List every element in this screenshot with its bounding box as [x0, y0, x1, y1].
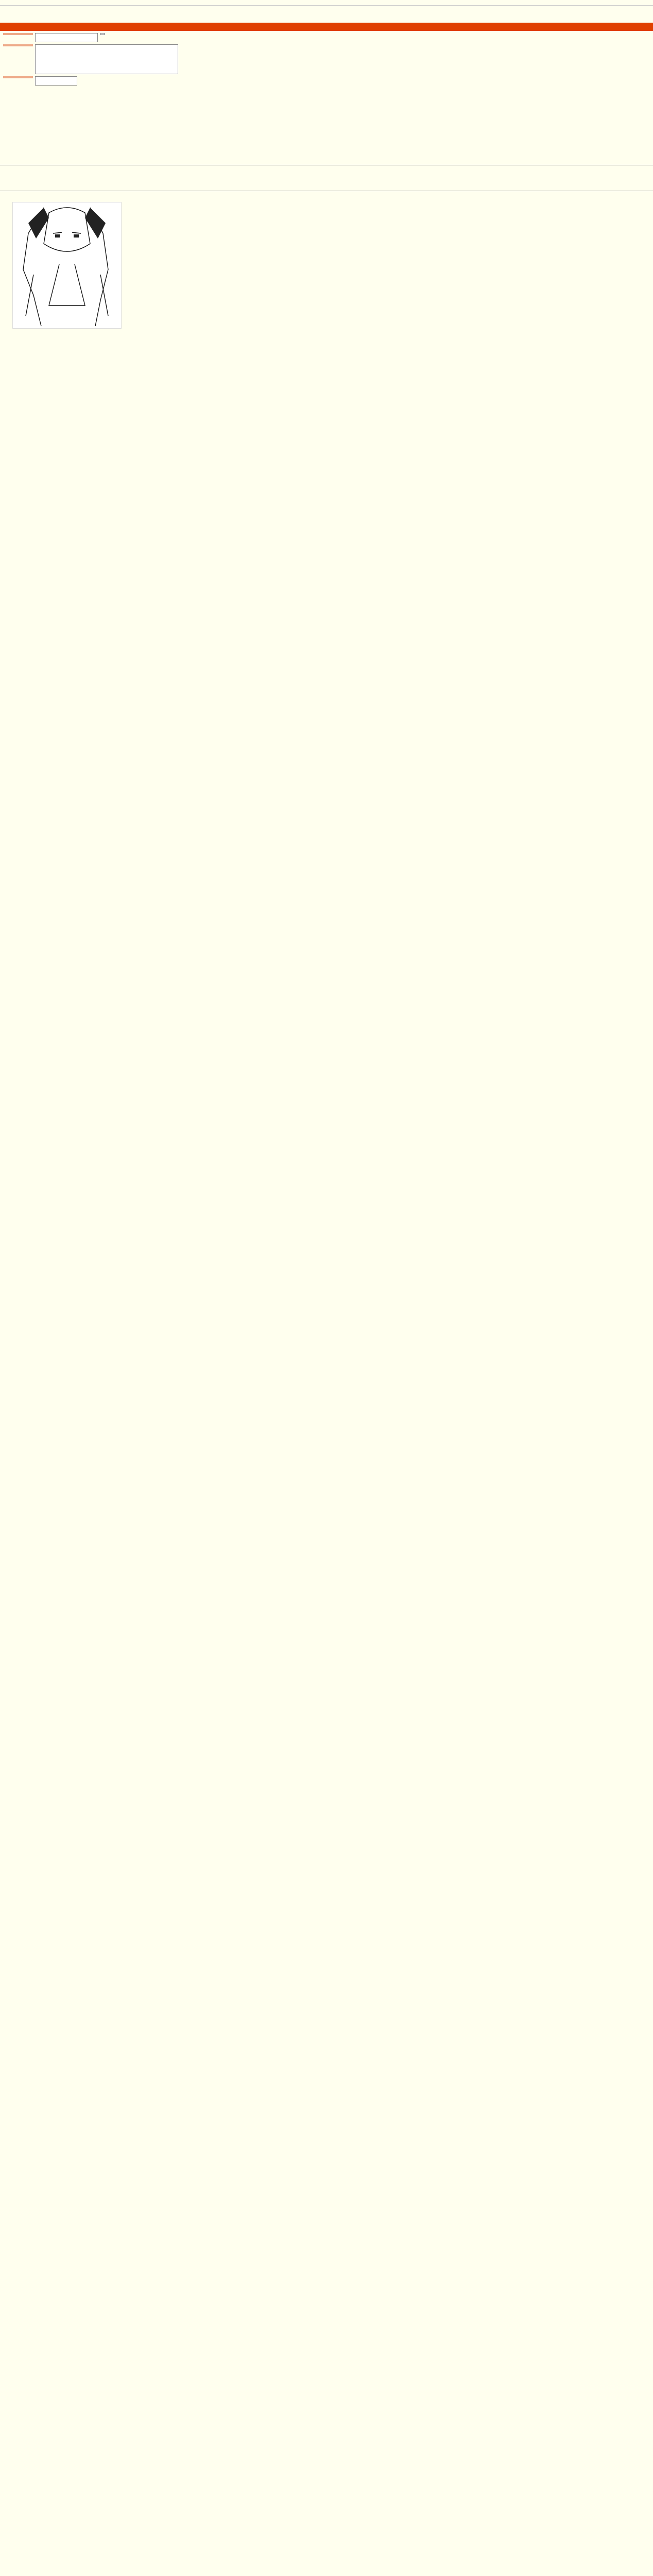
comment-field[interactable] [35, 44, 178, 74]
email-field[interactable] [35, 33, 98, 42]
delete-key-field[interactable] [35, 76, 77, 86]
delete-key-label [3, 76, 33, 78]
submit-reply-button[interactable] [100, 33, 105, 35]
reply-mode-banner [0, 23, 653, 31]
reply-form [3, 33, 312, 88]
comment-label [3, 44, 33, 46]
email-label [3, 33, 33, 35]
op-thumbnail-image[interactable] [12, 202, 122, 329]
top-strip [0, 0, 653, 5]
top-divider [0, 5, 653, 6]
